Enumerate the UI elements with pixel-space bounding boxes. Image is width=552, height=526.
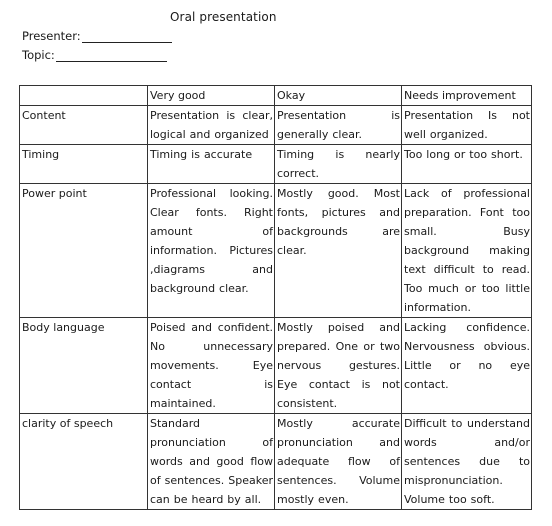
table-header-row [20, 86, 532, 106]
criterion-cell: Body language [20, 318, 148, 414]
criterion-cell: clarity of speech [20, 414, 148, 510]
rubric-table [19, 85, 532, 510]
okay-cell: Mostly good. Most fonts, pictures and backgrounds are clear. [275, 184, 402, 318]
okay-cell: Mostly poised and prepared. One or two nervous gestures. Eye contact is not consistent. [275, 318, 402, 414]
needs-improvement-cell: Lack of professional preparation. Font too small. Busy background making text difficult to read. Too much or too little information. [402, 184, 532, 318]
very-good-cell: Standard pronunciation of words and good flow of sentences. Speaker can be heard by all. [148, 414, 275, 510]
topic-blank-line [56, 50, 167, 62]
table-row-body-language [20, 318, 532, 414]
topic-label: Topic: [22, 48, 55, 62]
okay-cell: Presentation is generally clear. [275, 106, 402, 145]
presenter-blank-line [82, 31, 172, 43]
very-good-cell: Poised and confident. No unnecessary movements. Eye contact is maintained. [148, 318, 275, 414]
presenter-label: Presenter: [22, 29, 81, 43]
needs-improvement-cell: Lacking confidence. Nervousness obvious. Little or no eye contact. [402, 318, 532, 414]
presenter-field [22, 29, 172, 43]
table-row-content [20, 106, 532, 145]
header-cell-very-good: Very good [148, 86, 275, 106]
table-row-timing [20, 145, 532, 184]
criterion-cell: Timing [20, 145, 148, 184]
table-row-power-point [20, 184, 532, 318]
okay-cell: Mostly accurate pronunciation and adequate flow of sentences. Volume mostly even. [275, 414, 402, 510]
document-title: Oral presentation [170, 10, 277, 24]
header-cell-criterion [20, 86, 148, 106]
table-row-clarity-of-speech [20, 414, 532, 510]
criterion-cell: Power point [20, 184, 148, 318]
topic-field [22, 48, 167, 62]
header-cell-needs-improvement: Needs improvement [402, 86, 532, 106]
very-good-cell: Presentation is clear, logical and organized [148, 106, 275, 145]
very-good-cell: Timing is accurate [148, 145, 275, 184]
needs-improvement-cell: Presentation Is not well organized. [402, 106, 532, 145]
needs-improvement-cell: Too long or too short. [402, 145, 532, 184]
needs-improvement-cell: Difficult to understand words and/or sentences due to mispronunciation. Volume too soft. [402, 414, 532, 510]
very-good-cell: Professional looking. Clear fonts. Right amount of information. Pictures ,diagrams and background clear. [148, 184, 275, 318]
okay-cell: Timing is nearly correct. [275, 145, 402, 184]
criterion-cell: Content [20, 106, 148, 145]
header-cell-okay: Okay [275, 86, 402, 106]
